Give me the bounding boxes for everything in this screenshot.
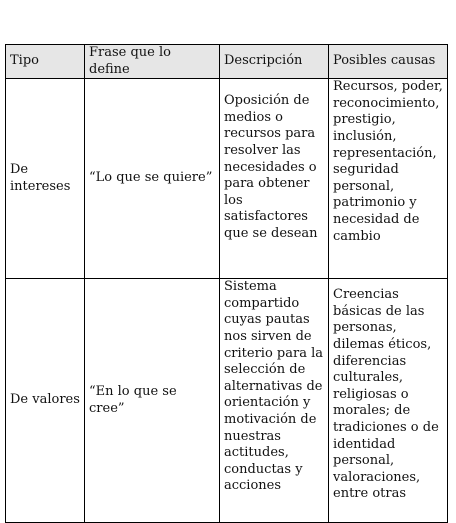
header-tipo: Tipo	[6, 45, 85, 79]
cell-tipo: De valores	[6, 279, 85, 523]
table-row-valores	[6, 279, 448, 523]
cell-causas: Creencias básicas de las personas, dilemas éticos, diferencias culturales, religiosas o morales; de tradiciones o de identidad personal, valoraciones, entre otras	[329, 279, 448, 523]
cell-frase: “En lo que se cree”	[85, 279, 220, 523]
header-frase: Frase que lo define	[85, 45, 220, 79]
cell-descripcion: Sistema compartido cuyas pautas nos sirven de criterio para la selección de alternativas de orientación y motivación de nuestras actitudes, conductas y acciones	[220, 279, 329, 523]
table-row-intereses	[6, 79, 448, 279]
conflict-types-table	[5, 44, 448, 523]
table-header-row	[6, 45, 448, 79]
cell-frase: “Lo que se quiere”	[85, 79, 220, 279]
header-causas: Posibles causas	[329, 45, 448, 79]
header-descripcion: Descripción	[220, 45, 329, 79]
cell-descripcion: Oposición de medios o recursos para resolver las necesidades o para obtener los satisfactores que se desean	[220, 79, 329, 279]
cell-causas: Recursos, poder, reconocimiento, prestigio, inclusión, representación, seguridad personal, patrimonio y necesidad de cambio	[329, 79, 448, 279]
cell-tipo: De intereses	[6, 79, 85, 279]
